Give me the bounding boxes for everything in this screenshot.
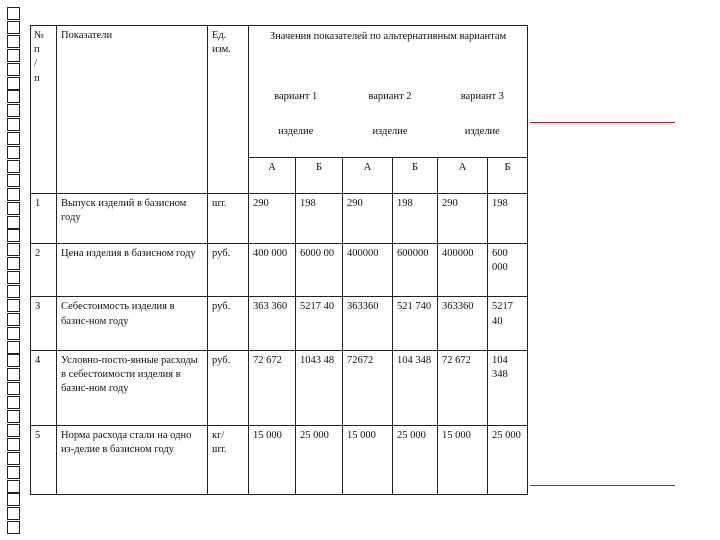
table-row	[31, 244, 528, 297]
decor-frame-square	[7, 327, 20, 340]
value-cell: 6000 00	[296, 244, 343, 297]
row-unit: руб.	[208, 350, 249, 425]
header-sub-cell: А	[343, 157, 393, 193]
value-cell: 72 672	[249, 350, 296, 425]
decor-frame-square	[7, 396, 20, 409]
table-row	[31, 193, 528, 243]
value-cell: 290	[438, 193, 488, 243]
decor-frame-square	[7, 521, 20, 534]
row-unit: шт.	[208, 193, 249, 243]
header-sub-cell: А	[438, 157, 488, 193]
decor-frame-square	[7, 285, 20, 298]
value-cell: 72672	[343, 350, 393, 425]
value-cell: 400 000	[249, 244, 296, 297]
decor-red-line-top	[530, 122, 675, 123]
value-cell: 290	[249, 193, 296, 243]
decor-frame-square	[7, 368, 20, 381]
value-cell: 15 000	[343, 426, 393, 495]
header-variant-2: вариант 2	[368, 90, 412, 102]
header-product-2: изделие	[343, 122, 438, 157]
decor-frame-square	[7, 257, 20, 270]
header-unit: Ед. изм.	[208, 26, 249, 194]
decor-frame-square	[7, 480, 20, 493]
header-variant-1: вариант 1	[249, 82, 343, 122]
row-name: Условно-посто-янные расходы в себестоимости изделия в базис-ном году	[57, 350, 208, 425]
row-name: Норма расхода стали на одно из-делие в базисном году	[57, 426, 208, 495]
row-name: Выпуск изделий в базисном году	[57, 193, 208, 243]
value-cell: 363 360	[249, 297, 296, 350]
row-number: 1	[31, 193, 57, 243]
row-number: 5	[31, 426, 57, 495]
row-number: 3	[31, 297, 57, 350]
decor-frame-square	[7, 452, 20, 465]
row-number: 2	[31, 244, 57, 297]
value-cell: 363360	[343, 297, 393, 350]
decor-frame-square	[7, 341, 20, 354]
decor-frame-square	[7, 424, 20, 437]
decor-frame-square	[7, 313, 20, 326]
decor-frame-square	[7, 63, 20, 76]
decor-frame-square	[7, 271, 20, 284]
row-number: 4	[31, 350, 57, 425]
value-cell: 25 000	[488, 426, 528, 495]
decor-red-line-bottom	[530, 485, 675, 486]
decor-frame-square	[7, 466, 20, 479]
decor-frame-square	[7, 188, 20, 201]
header-values-title: Значения показателей по альтернативным вариантам	[249, 26, 528, 82]
decor-frame-square	[7, 243, 20, 256]
value-cell: 15 000	[438, 426, 488, 495]
value-cell: 72 672	[438, 350, 488, 425]
decor-frame-square	[7, 160, 20, 173]
value-cell: 600000	[393, 244, 438, 297]
row-unit: кг/ шт.	[208, 426, 249, 495]
decor-frame-square	[7, 493, 20, 506]
decor-frame-square	[7, 7, 20, 20]
value-cell: 198	[296, 193, 343, 243]
decor-frame-square	[7, 104, 20, 117]
decor-frame-square	[7, 216, 20, 229]
value-cell: 25 000	[393, 426, 438, 495]
header-variant-3: вариант 3	[438, 82, 528, 122]
decor-frame-square	[7, 382, 20, 395]
value-cell: 104 348	[393, 350, 438, 425]
value-cell: 290	[343, 193, 393, 243]
table-row	[31, 297, 528, 350]
value-cell: 5217 40	[488, 297, 528, 350]
decor-frame-square	[7, 21, 20, 34]
decor-frame-square	[7, 202, 20, 215]
header-sub-cell: Б	[393, 157, 438, 193]
row-name: Цена изделия в базисном году	[57, 244, 208, 297]
table-row	[31, 426, 528, 495]
row-name: Себестоимость изделия в базис-ном году	[57, 297, 208, 350]
header-sub-cell: Б	[488, 157, 528, 193]
value-cell: 5217 40	[296, 297, 343, 350]
value-cell: 198	[393, 193, 438, 243]
indicators-table	[30, 25, 528, 495]
header-sub-cell: Б	[296, 157, 343, 193]
header-product-1: изделие	[249, 122, 343, 157]
value-cell: 1043 48	[296, 350, 343, 425]
value-cell: 25 000	[296, 426, 343, 495]
decor-frame-square	[7, 354, 20, 367]
value-cell: 15 000	[249, 426, 296, 495]
header-num: № п / п	[31, 26, 57, 194]
value-cell: 600 000	[488, 244, 528, 297]
decor-frame-square	[7, 174, 20, 187]
header-sub-cell: А	[249, 157, 296, 193]
table-row	[31, 350, 528, 425]
decor-frame-square	[7, 507, 20, 520]
decor-frame-square	[7, 299, 20, 312]
decor-frame-square	[7, 438, 20, 451]
value-cell: 198	[488, 193, 528, 243]
header-product-3: изделие	[438, 122, 528, 157]
decor-frame-square	[7, 229, 20, 242]
decor-frame-square	[7, 118, 20, 131]
decor-frame-square	[7, 132, 20, 145]
value-cell: 363360	[438, 297, 488, 350]
decor-frame-square	[7, 90, 20, 103]
row-unit: руб.	[208, 244, 249, 297]
value-cell: 104 348	[488, 350, 528, 425]
decor-frame-square	[7, 410, 20, 423]
decor-frame-square	[7, 77, 20, 90]
value-cell: 521 740	[393, 297, 438, 350]
value-cell: 400000	[438, 244, 488, 297]
decor-frame-square	[7, 49, 20, 62]
value-cell: 400000	[343, 244, 393, 297]
row-unit: руб.	[208, 297, 249, 350]
decor-frame-square	[7, 35, 20, 48]
header-indicators: Показатели	[57, 26, 208, 194]
decor-frame-square	[7, 146, 20, 159]
